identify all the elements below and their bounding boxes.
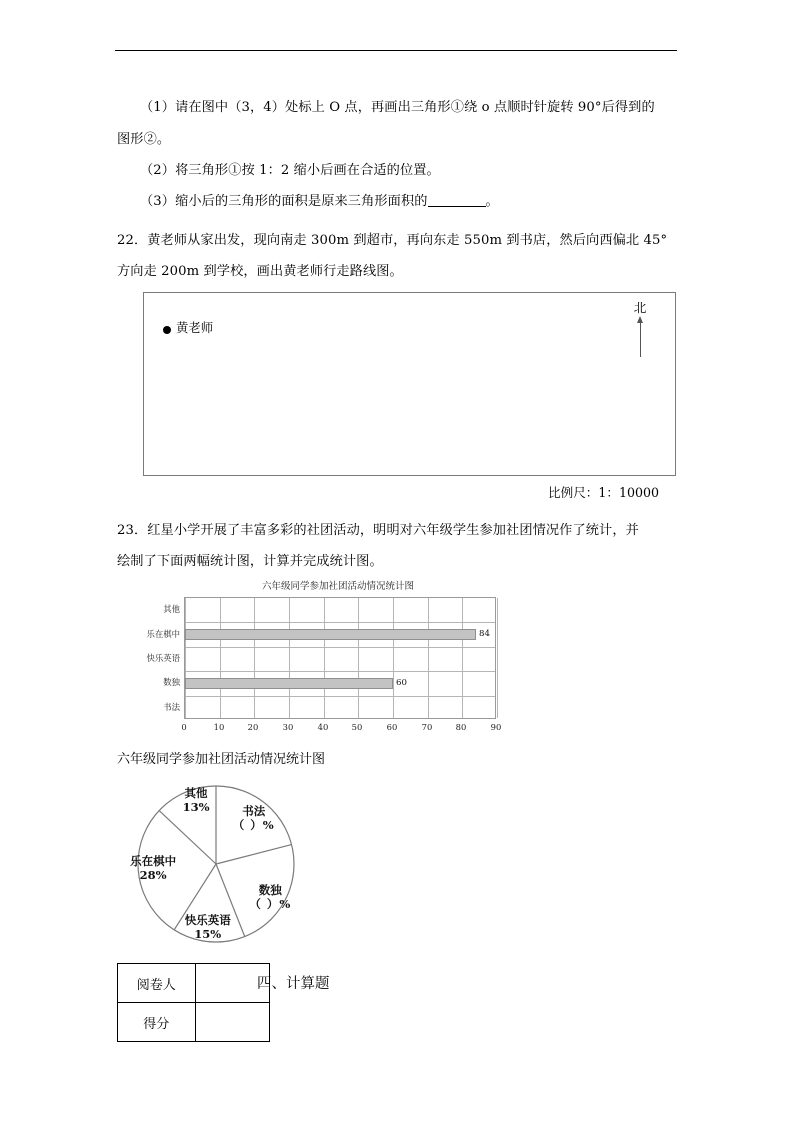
- pie-slice-name: 其他: [184, 786, 208, 801]
- bar-chart-category-label: 乐在棋中: [146, 629, 180, 639]
- bar-chart-category-label: 书法: [163, 702, 180, 712]
- q23-line1: 23．红星小学开展了丰富多彩的社团活动，明明对六年级学生参加社团情况作了统计，并: [117, 523, 639, 538]
- pie-chart-slice-label: [222, 804, 286, 832]
- bar-chart-gridline-x: [393, 598, 394, 718]
- pie-chart-slice-label: [176, 913, 240, 941]
- pie-slice-name: 乐在棋中: [130, 853, 177, 868]
- pie-slice-percent[interactable]: （ ）%: [232, 818, 275, 833]
- bar-chart-gridline-x: [358, 598, 359, 718]
- score-label: 得分: [118, 1003, 196, 1042]
- bar-chart-category-label: 快乐英语: [146, 653, 180, 663]
- q21-sub3: [140, 192, 499, 211]
- bar-chart-x-tick-label: 40: [317, 722, 329, 732]
- bar-chart-gridline-x: [220, 598, 221, 718]
- map-scale-label: 比例尺：1：10000: [548, 485, 660, 500]
- q21-sub3-period: 。: [485, 194, 499, 209]
- score-table: [117, 963, 270, 1042]
- north-arrow-icon: [627, 315, 653, 357]
- bar-chart: [118, 578, 508, 743]
- pie-slice-name: 数独: [258, 882, 282, 897]
- q22-line2: 方向走 200m 到学校，画出黄老师行走路线图。: [117, 264, 403, 279]
- q21-answer-blank[interactable]: [428, 193, 486, 207]
- bar-chart-gridline-x: [254, 598, 255, 718]
- bar-chart-x-tick-label: 80: [455, 722, 467, 732]
- bar-chart-x-tick-label: 30: [282, 722, 294, 732]
- bar-chart-x-tick-label: 60: [386, 722, 398, 732]
- bar-chart-gridline-x: [497, 598, 498, 718]
- pie-chart-slice-label: [164, 786, 228, 814]
- table-row: [118, 964, 270, 1003]
- q21-sub1-line1: （1）请在图中（3，4）处标上 O 点，再画出三角形①绕 o 点顺时针旋转 90°后得到的: [140, 100, 655, 115]
- bar-chart-x-tick-label: 90: [490, 722, 502, 732]
- pie-slice-name: 书法: [242, 804, 266, 819]
- bar-chart-x-tick-label: 50: [351, 722, 363, 732]
- teacher-home-label: 黄老师: [176, 320, 214, 335]
- pie-slice-percent: 15%: [194, 927, 222, 942]
- section-heading: 四、计算题: [257, 976, 330, 992]
- north-indicator: [627, 300, 653, 357]
- q21-sub3-text: （3）缩小后的三角形的面积是原来三角形面积的: [140, 194, 428, 209]
- q21-sub2: （2）将三角形①按 1：2 缩小后画在合适的位置。: [140, 163, 440, 178]
- pie-chart-title: 六年级同学参加社团活动情况统计图: [117, 752, 326, 767]
- bar-chart-category-label: 其他: [163, 604, 180, 614]
- bar-chart-gridline-x: [289, 598, 290, 718]
- bar-chart-title: 六年级同学参加社团活动情况统计图: [261, 581, 414, 592]
- q21-sub1-line2: 图形②。: [117, 132, 171, 147]
- bar-chart-value-label: 60: [396, 678, 407, 688]
- bar-chart-x-tick-label: 10: [213, 722, 225, 732]
- bar-chart-category-label: 数独: [163, 677, 180, 687]
- pie-slice-name: 快乐英语: [184, 913, 231, 928]
- pie-slice-percent: 28%: [139, 867, 167, 882]
- bar-chart-y-axis-labels: [118, 597, 180, 719]
- bar-chart-gridline-y: [185, 671, 495, 672]
- grader-label: 阅卷人: [118, 964, 196, 1003]
- score-value[interactable]: [195, 1003, 269, 1042]
- north-label: 北: [633, 300, 647, 315]
- header-divider: [115, 50, 677, 51]
- pie-chart-slice-label: [238, 883, 302, 911]
- bar-chart-value-label: 84: [479, 629, 490, 639]
- q23-line2: 绘制了下面两幅统计图，计算并完成统计图。: [117, 554, 383, 569]
- bar-chart-gridline-x: [462, 598, 463, 718]
- pie-slice-percent[interactable]: （ ）%: [249, 896, 292, 911]
- q22-route-map-box[interactable]: [143, 292, 676, 476]
- bar-chart-gridline-x: [324, 598, 325, 718]
- pie-slice-percent: 13%: [182, 800, 210, 815]
- bar-chart-x-tick-label: 0: [181, 722, 187, 732]
- bar-chart-gridline-x: [428, 598, 429, 718]
- q22-line1: 22．黄老师从家出发，现向南走 300m 到超市，再向东走 550m 到书店，然后向西偏北 45°: [117, 233, 668, 248]
- bar-chart-gridline-x: [185, 598, 186, 718]
- teacher-home-dot: [163, 326, 171, 334]
- bar-chart-gridline-y: [185, 622, 495, 623]
- bar-chart-gridline-y: [185, 696, 495, 697]
- pie-chart: [128, 782, 328, 957]
- table-row: [118, 1003, 270, 1042]
- pie-chart-slice-label: [121, 854, 185, 882]
- bar-chart-bar: [185, 629, 476, 640]
- bar-chart-bar: [185, 678, 393, 689]
- bar-chart-plot-area: [184, 597, 496, 719]
- bar-chart-x-tick-label: 20: [247, 722, 259, 732]
- bar-chart-gridline-y: [185, 647, 495, 648]
- bar-chart-x-tick-label: 70: [421, 722, 433, 732]
